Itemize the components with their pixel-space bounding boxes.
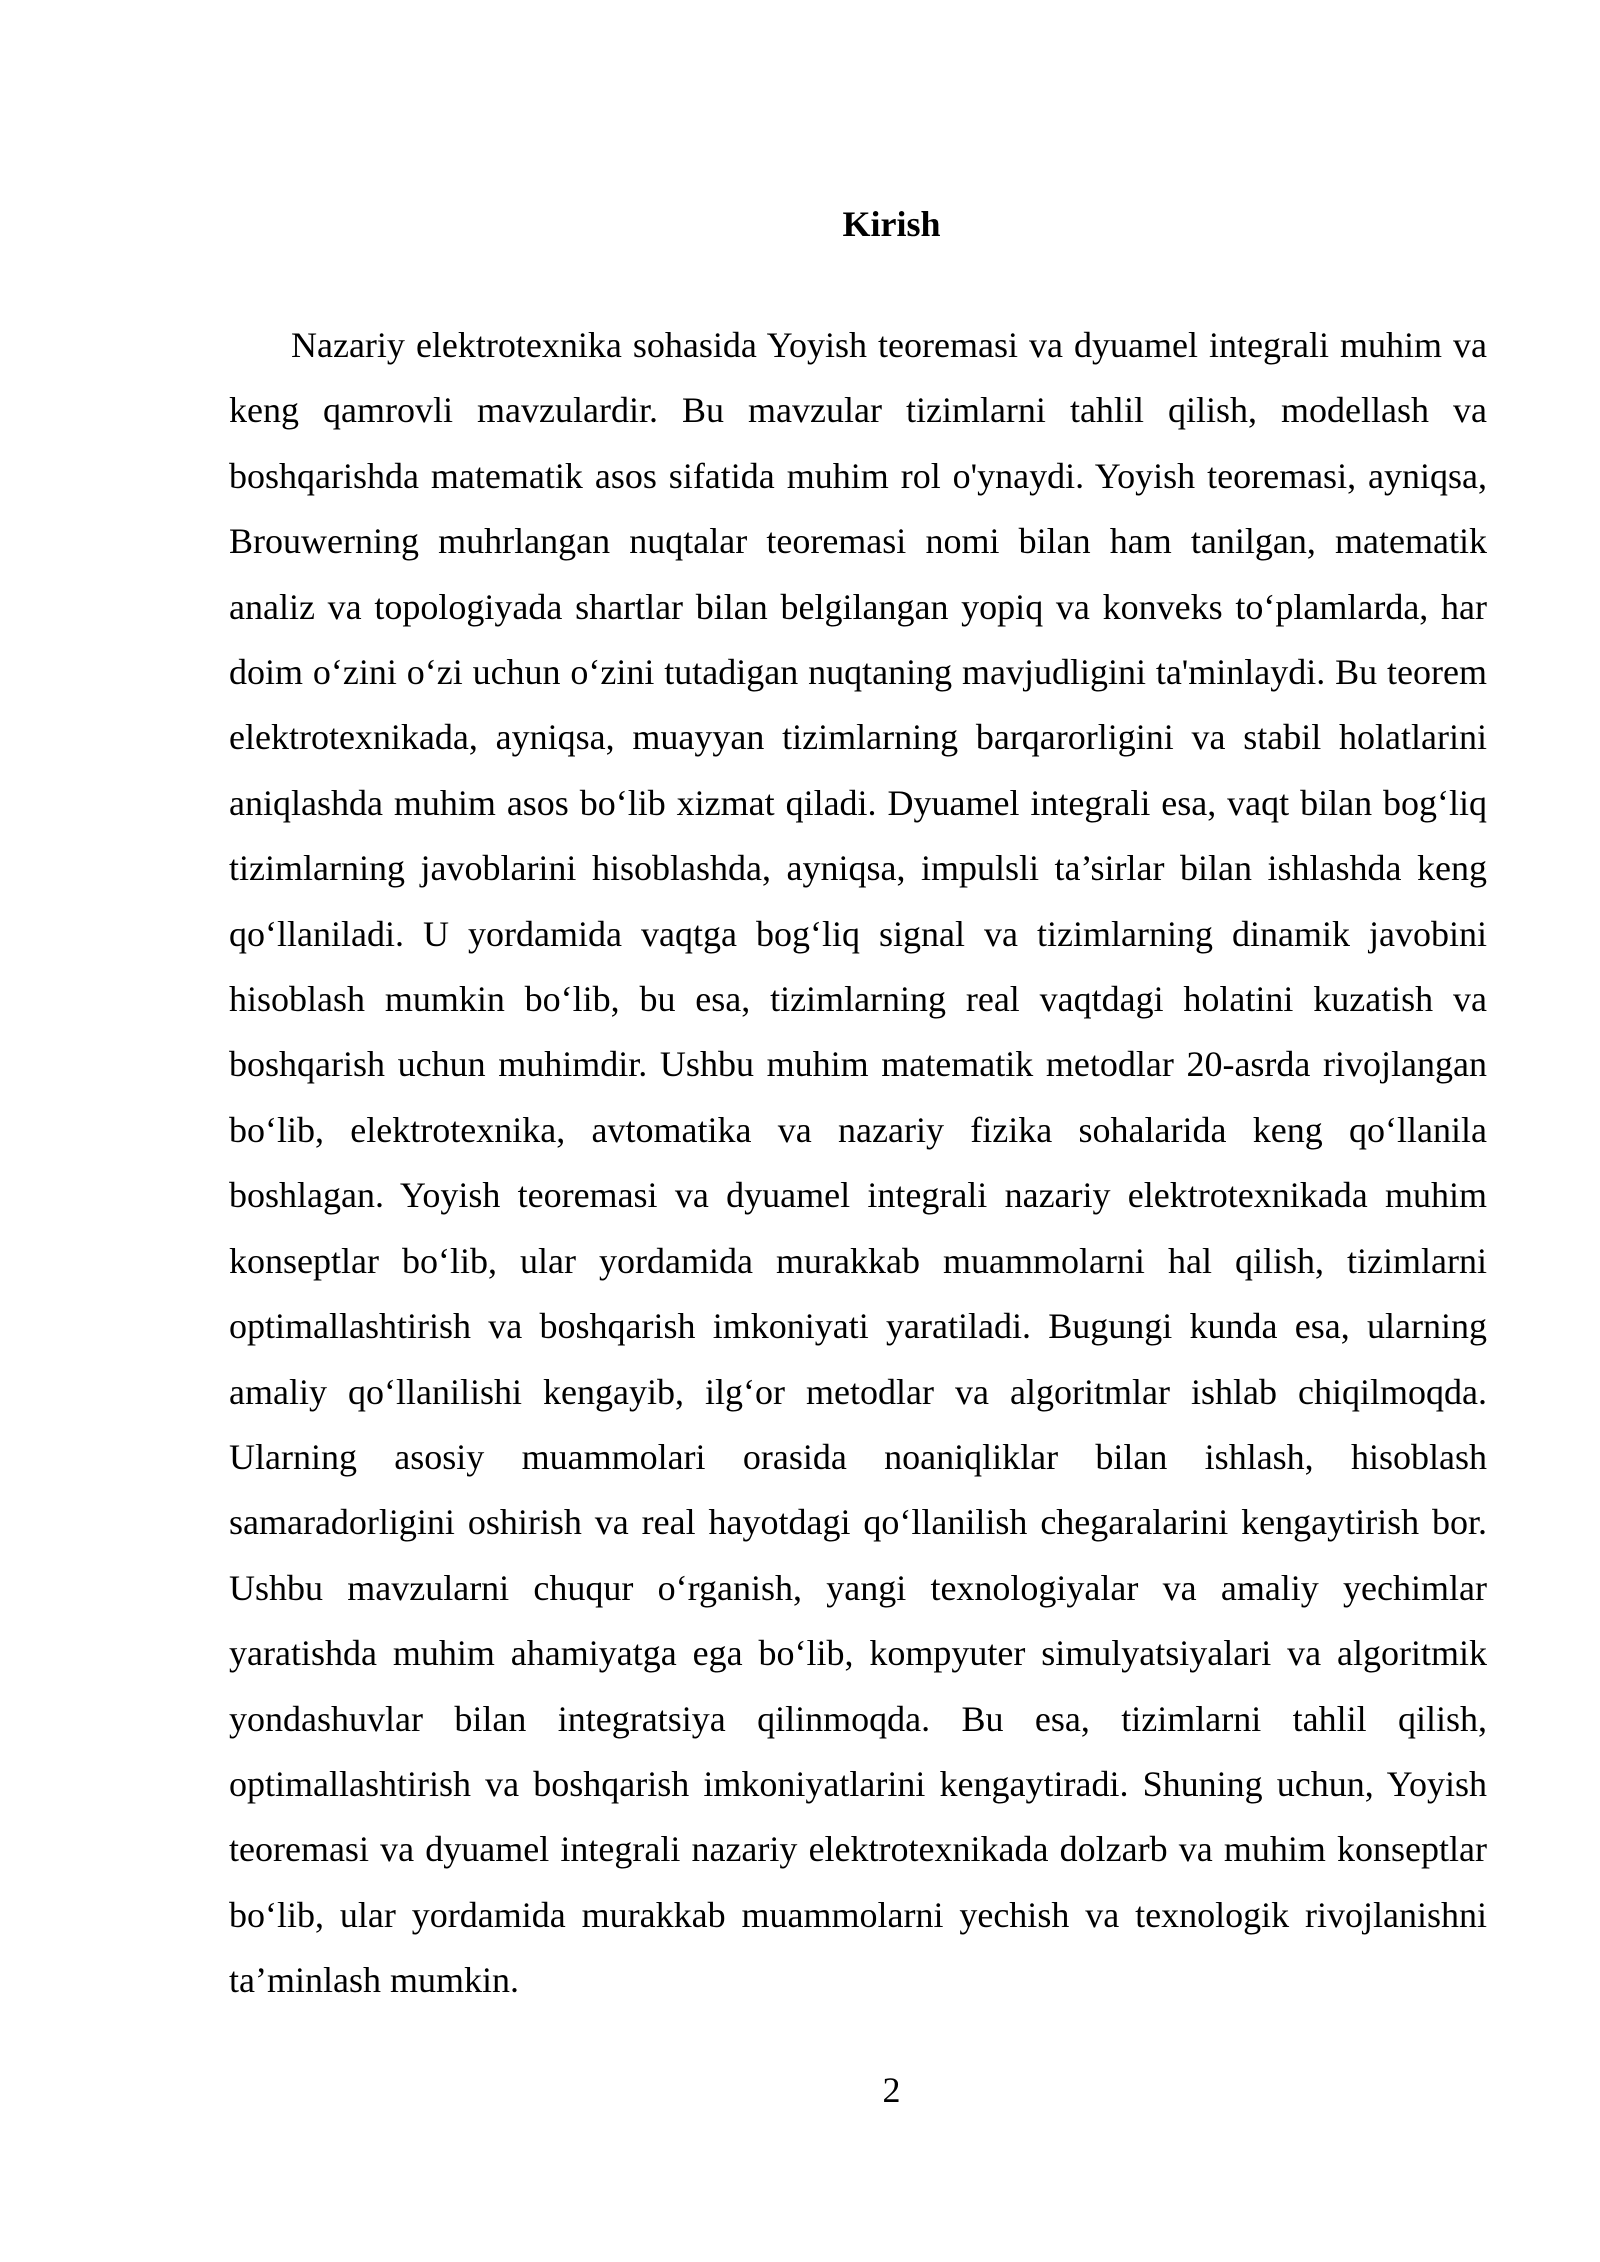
page-number: 2 bbox=[882, 2070, 901, 2110]
page-title: Kirish bbox=[842, 204, 941, 244]
body-paragraph: Nazariy elektrotexnika sohasida Yoyish teoremasi va dyuamel integrali muhim va keng qamrovli mavzulardir. Bu mavzular tizimlarni tahlil qilish, modellash va boshqarishda matematik asos sifatida muhim rol o'ynaydi. Yoyish teoremasi, ayniqsa, Brouwerning muhrlangan nuqtalar teoremasi nomi bilan ham tanilgan, matematik analiz va topologiyada shartlar bilan belgilangan yopiq va konveks to‘plamlarda, har doim o‘zini o‘zi uchun o‘zini tutadigan nuqtaning mavjudligini ta'minlaydi. Bu teorem elektrotexnikada, ayniqsa, muayyan tizimlarning barqarorligini va stabil holatlarini aniqlashda muhim asos bo‘lib xizmat qiladi. Dyuamel integrali esa, vaqt bilan bog‘liq tizimlarning javoblarini hisoblashda, ayniqsa, impulsli ta’sirlar bilan ishlashda keng qo‘llaniladi. U yordamida vaqtga bog‘liq signal va tizimlarning dinamik javobini hisoblash mumkin bo‘lib, bu esa, tizimlarning real vaqtdagi holatini kuzatish va boshqarish uchun muhimdir. Ushbu muhim matematik metodlar 20-asrda rivojlangan bo‘lib, elektrotexnika, avtomatika va nazariy fizika sohalarida keng qo‘llanila boshlagan. Yoyish teoremasi va dyuamel integrali nazariy elektrotexnikada muhim konseptlar bo‘lib, ular yordamida murakkab muammolarni hal qilish, tizimlarni optimallashtirish va boshqarish imkoniyati yaratiladi. Bugungi kunda esa, ularning amaliy qo‘llanilishi kengayib, ilg‘or metodlar va algoritmlar ishlab chiqilmoqda. Ularning asosiy muammolari orasida noaniqliklar bilan ishlash, hisoblash samaradorligini oshirish va real hayotdagi qo‘llanilish chegaralarini kengaytirish bor. Ushbu mavzularni chuqur o‘rganish, yangi texnologiyalar va amaliy yechimlar yaratishda muhim ahamiyatga ega bo‘lib, kompyuter simulyatsiyalari va algoritmik yondashuvlar bilan integratsiya qilinmoqda. Bu esa, tizimlarni tahlil qilish, optimallashtirish va boshqarish imkoniyatlarini kengaytiradi. Shuning uchun, Yoyish teoremasi va dyuamel integrali nazariy elektrotexnikada dolzarb va muhim konseptlar bo‘lib, ular yordamida murakkab muammolarni yechish va texnologik rivojlanishni ta’minlash mumkin. bbox=[229, 325, 1487, 2001]
